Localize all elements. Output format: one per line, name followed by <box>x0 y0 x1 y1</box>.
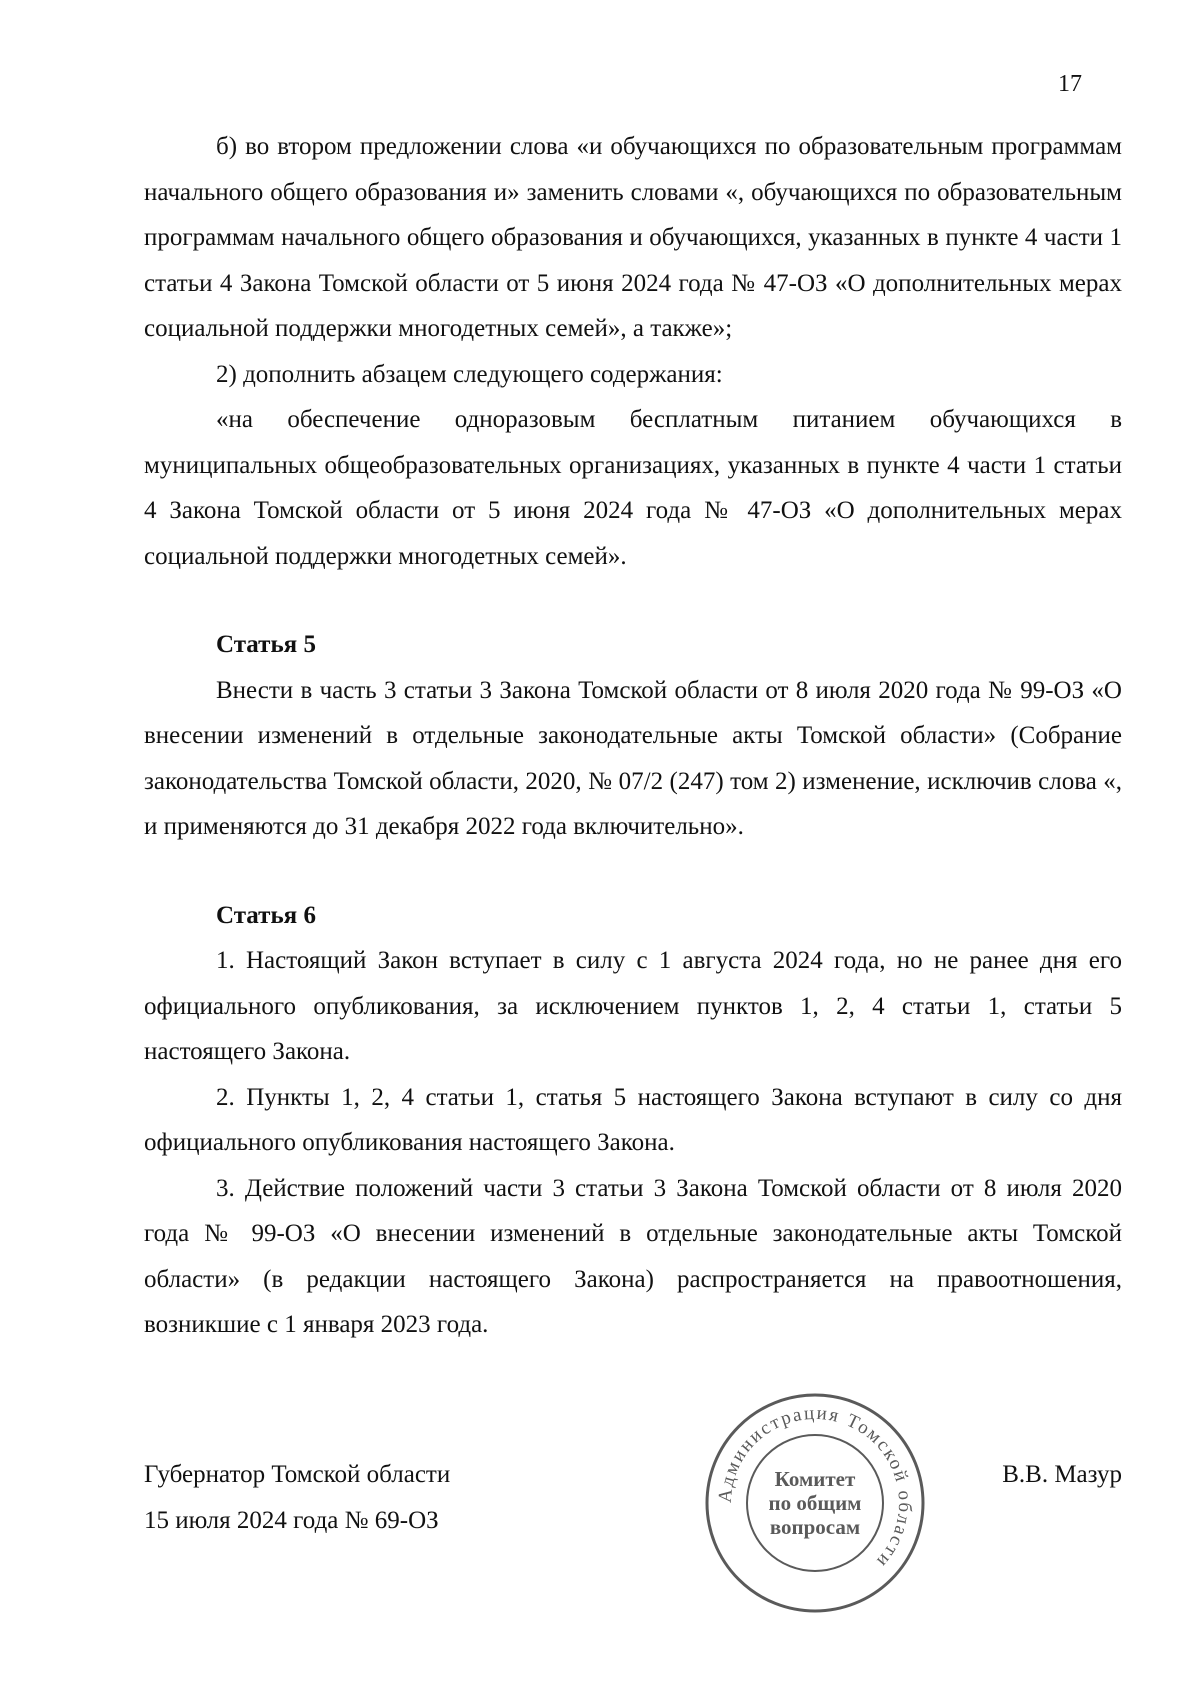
document-body <box>144 124 1122 1348</box>
paragraph-amendment-quote: «на обеспечение одноразовым бесплатным питанием обучающихся в муниципальных общеобразовательных организациях, указанных в пункте 4 части 1 статьи 4 Закона Томской области от 5 июня 2024 года № 47-ОЗ «О дополнительных мерах социальной поддержки многодетных семей». <box>144 406 1122 570</box>
article-5-title: Статья 5 <box>216 631 316 658</box>
article-5-text: Внести в часть 3 статьи 3 Закона Томской области от 8 июля 2020 года № 99-ОЗ «О внесении изменений в отдельные законодательные акты Томской области» (Собрание законодательства Томской области, 2020, № 07/2 (247) том 2) изменение, исключив слова «, и применяются до 31 декабря 2022 года включительно». <box>144 676 1122 840</box>
law-date-number: 15 июля 2024 года № 69-ОЗ <box>144 1506 439 1534</box>
paragraph-amendment-b: б) во втором предложении слова «и обучающихся по образовательным программам начального общего образования и» заменить словами «, обучающихся по образовательным программам начального общего образования и обучающихся, указанных в пункте 4 части 1 статьи 4 Закона Томской области от 5 июня 2024 года № 47-ОЗ «О дополнительных мерах социальной поддержки многодетных семей», а также»; <box>144 133 1122 342</box>
official-stamp-icon <box>700 1388 930 1618</box>
stamp-line-2: по общим <box>768 1491 862 1515</box>
article-6-item-3: 3. Действие положений части 3 статьи 3 Закона Томской области от 8 июля 2020 года № 99-ОЗ «О внесении изменений в отдельные законодательные акты Томской области» (в редакции настоящего Закона) распространяется на правоотношения, возникшие с 1 января 2023 года. <box>144 1174 1122 1338</box>
signature-block <box>144 1452 1122 1552</box>
stamp-ring-text: Администрация Томской области <box>714 1402 916 1573</box>
stamp-line-1: Комитет <box>774 1467 856 1491</box>
page-number: 17 <box>1058 71 1082 97</box>
article-6-item-2: 2. Пункты 1, 2, 4 статьи 1, статья 5 настоящего Закона вступают в силу со дня официального опубликования настоящего Закона. <box>144 1083 1122 1156</box>
governor-name: В.В. Мазур <box>1002 1461 1122 1488</box>
paragraph-amendment-2: 2) дополнить абзацем следующего содержания: <box>216 360 723 388</box>
stamp-line-3: вопросам <box>769 1515 861 1539</box>
article-6-item-1: 1. Настоящий Закон вступает в силу с 1 августа 2024 года, но не ранее дня его официального опубликования, за исключением пунктов 1, 2, 4 статьи 1, статьи 5 настоящего Закона. <box>144 947 1122 1065</box>
signature-left <box>144 1452 450 1543</box>
governor-position: Губернатор Томской области <box>144 1461 451 1488</box>
article-6-title: Статья 6 <box>216 901 316 929</box>
